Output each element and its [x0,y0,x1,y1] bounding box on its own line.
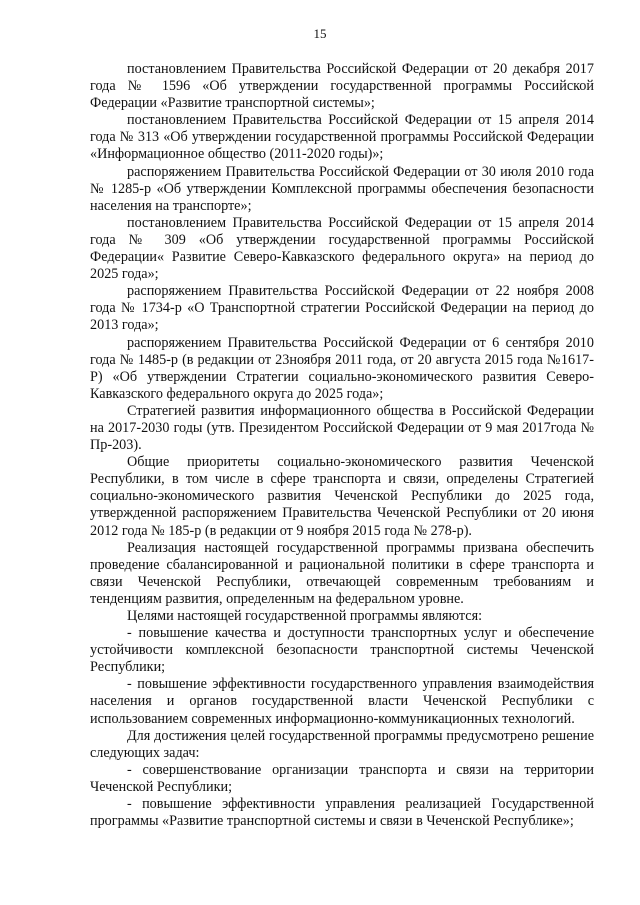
paragraph: - совершенствование организации транспорта и связи на территории Чеченской Республики; [90,761,594,795]
paragraph: распоряжением Правительства Российской Федерации от 22 ноября 2008 года № 1734-р «О Транспортной стратегии Российской Федерации на период до 2013 года»; [90,283,594,334]
page-number: 15 [313,26,327,41]
paragraph: Целями настоящей государственной программы являются: [127,608,483,624]
paragraph: Реализация настоящей государственной программы призвана обеспечить проведение сбалансированной и рациональной политики в сфере транспорта и связи Чеченской Республики, отвечающей современным требованиям и тенденциям развития, определенным на федеральном уровне. [90,539,594,607]
paragraph: постановлением Правительства Российской Федерации от 15 апреля 2014 года № 313 «Об утверждении государственной программы Российской Федерации «Информационное общество (2011-2020 годы)»; [90,112,594,163]
paragraph: Для достижения целей государственной программы предусмотрено решение следующих задач: [90,727,594,761]
paragraph: - повышение эффективности управления реализацией Государственной программы «Развитие транспортной системы и связи в Чеченской Республике»; [90,796,594,830]
paragraph: - повышение качества и доступности транспортных услуг и обеспечение устойчивости комплексной безопасности транспортной системы Чеченской Республики; [90,625,594,676]
paragraph: распоряжением Правительства Российской Федерации от 6 сентября 2010 года № 1485-р (в редакции от 23ноября 2011 года, от 20 августа 2015 года №1617-Р) «Об утверждении Стратегии социально-экономического развития Северо-Кавказского федерального округа до 2025 года»; [90,334,594,402]
paragraph: Стратегией развития информационного общества в Российской Федерации на 2017-2030 годы (утв. Президентом Российской Федерации от 9 мая 2017года № Пр-203). [90,402,594,454]
paragraph: Общие приоритеты социально-экономического развития Чеченской Республики, в том числе в сфере транспорта и связи, определены Стратегией социально-экономического развития Чеченской Республики до 2025 года, утвержденной распоряжением Правительства Чеченской Республики от 20 июня 2012 года № 185-р (в редакции от 9 ноября 2015 года № 278-р). [90,454,594,539]
paragraph: - повышение эффективности государственного управления взаимодействия населения и органов государственной власти Чеченской Республики с использованием современных информационно-коммуникационных технологий. [90,676,594,727]
paragraph: распоряжением Правительства Российской Федерации от 30 июля 2010 года № 1285-р «Об утверждении Комплексной программы обеспечения безопасности населения на транспорте»; [90,163,594,214]
document-body [90,61,594,830]
paragraph: постановлением Правительства Российской Федерации от 15 апреля 2014 года № 309 «Об утверждении государственной программы Российской Федерации« Развитие Северо-Кавказского федерального округа» на период до 2025 года»; [90,214,594,283]
paragraph: постановлением Правительства Российской Федерации от 20 декабря 2017 года № 1596 «Об утверждении государственной программы Российской Федерации «Развитие транспортной системы»; [90,61,594,112]
